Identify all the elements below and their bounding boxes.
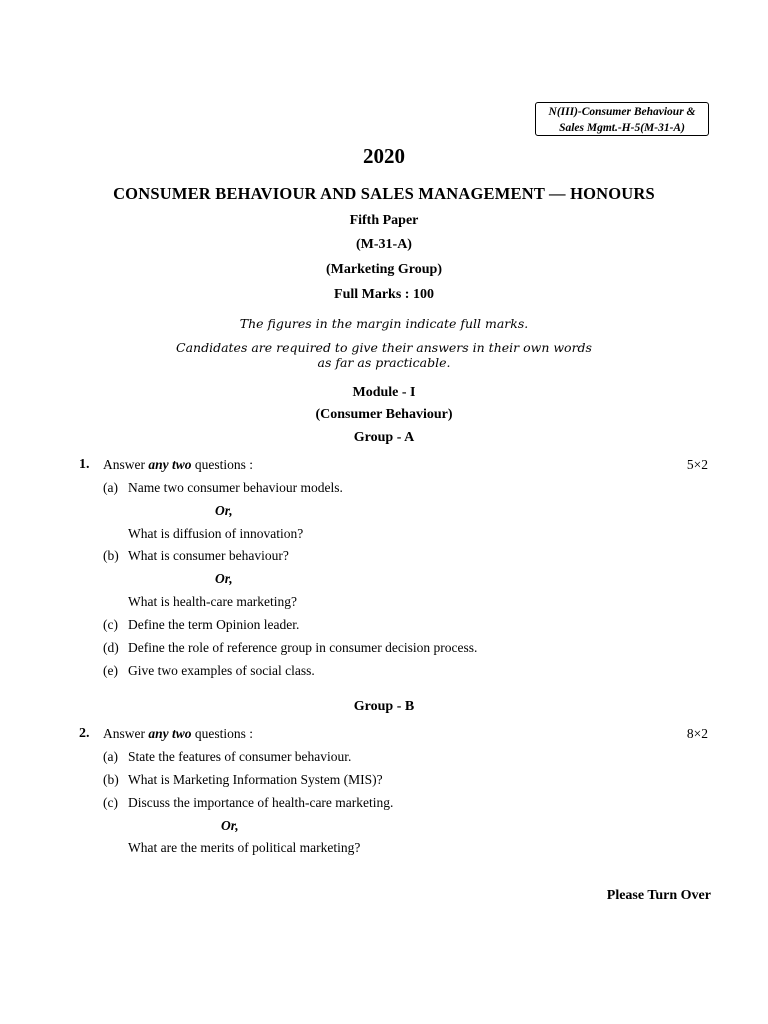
question-item: What is Marketing Information System (MIS)? — [128, 772, 383, 787]
or-separator: Or, — [215, 571, 233, 586]
instruction-line-2: Candidates are required to give their answers in their own words — [176, 340, 592, 355]
item-label: (a) — [103, 480, 118, 495]
question-item: Define the term Opinion leader. — [128, 617, 300, 632]
instruction-line-1: The figures in the margin indicate full marks. — [239, 316, 529, 331]
full-marks: Full Marks : 100 — [334, 287, 434, 302]
prompt-text: Answer — [103, 726, 149, 741]
exam-year: 2020 — [363, 144, 405, 168]
or-separator: Or, — [221, 818, 239, 833]
question-item: Give two examples of social class. — [128, 663, 315, 678]
paper-code-line-1: N(III)-Consumer Behaviour & — [548, 106, 696, 118]
question-item: Discuss the importance of health-care marketing. — [128, 795, 394, 810]
paper-code-line-2: Sales Mgmt.-H-5(M-31-A) — [559, 122, 685, 134]
question-2-number: 2. — [79, 726, 90, 741]
prompt-text: questions : — [191, 726, 254, 741]
question-item: State the features of consumer behaviour. — [128, 749, 352, 764]
question-item: Name two consumer behaviour models. — [128, 480, 343, 495]
question-2-marks: 8×2 — [686, 726, 708, 741]
paper-code-box — [535, 102, 709, 136]
paper-code: (M-31-A) — [356, 237, 412, 252]
item-label: (c) — [103, 617, 118, 632]
question-item: What is diffusion of innovation? — [128, 526, 304, 541]
instruction-line-3: as far as practicable. — [317, 355, 451, 370]
question-item: Define the role of reference group in consumer decision process. — [128, 640, 478, 655]
module-title: Module - I — [352, 385, 416, 400]
question-1-number: 1. — [79, 457, 90, 472]
question-item: What are the merits of political marketing? — [128, 840, 361, 855]
prompt-text: Answer — [103, 457, 149, 472]
prompt-emphasis: any two — [148, 457, 192, 472]
item-label: (c) — [103, 795, 118, 810]
question-item: What is consumer behaviour? — [128, 548, 289, 563]
question-1-prompt — [103, 457, 253, 473]
question-item: What is health-care marketing? — [128, 594, 298, 609]
prompt-emphasis: any two — [148, 726, 192, 741]
group-a-heading: Group - A — [353, 430, 415, 445]
group-name: (Marketing Group) — [325, 262, 442, 277]
question-2-prompt — [103, 726, 253, 742]
item-label: (b) — [103, 548, 119, 563]
please-turn-over: Please Turn Over — [606, 888, 711, 903]
item-label: (e) — [103, 663, 118, 678]
prompt-text: questions : — [191, 457, 254, 472]
paper-name: Fifth Paper — [349, 213, 419, 228]
exam-title: CONSUMER BEHAVIOUR AND SALES MANAGEMENT — HONOURS — [113, 184, 655, 203]
item-label: (d) — [103, 640, 119, 655]
group-b-heading: Group - B — [353, 699, 415, 714]
item-label: (b) — [103, 772, 119, 787]
question-1-marks: 5×2 — [686, 457, 708, 472]
module-subtitle: (Consumer Behaviour) — [315, 407, 453, 422]
or-separator: Or, — [215, 503, 233, 518]
item-label: (a) — [103, 749, 118, 764]
